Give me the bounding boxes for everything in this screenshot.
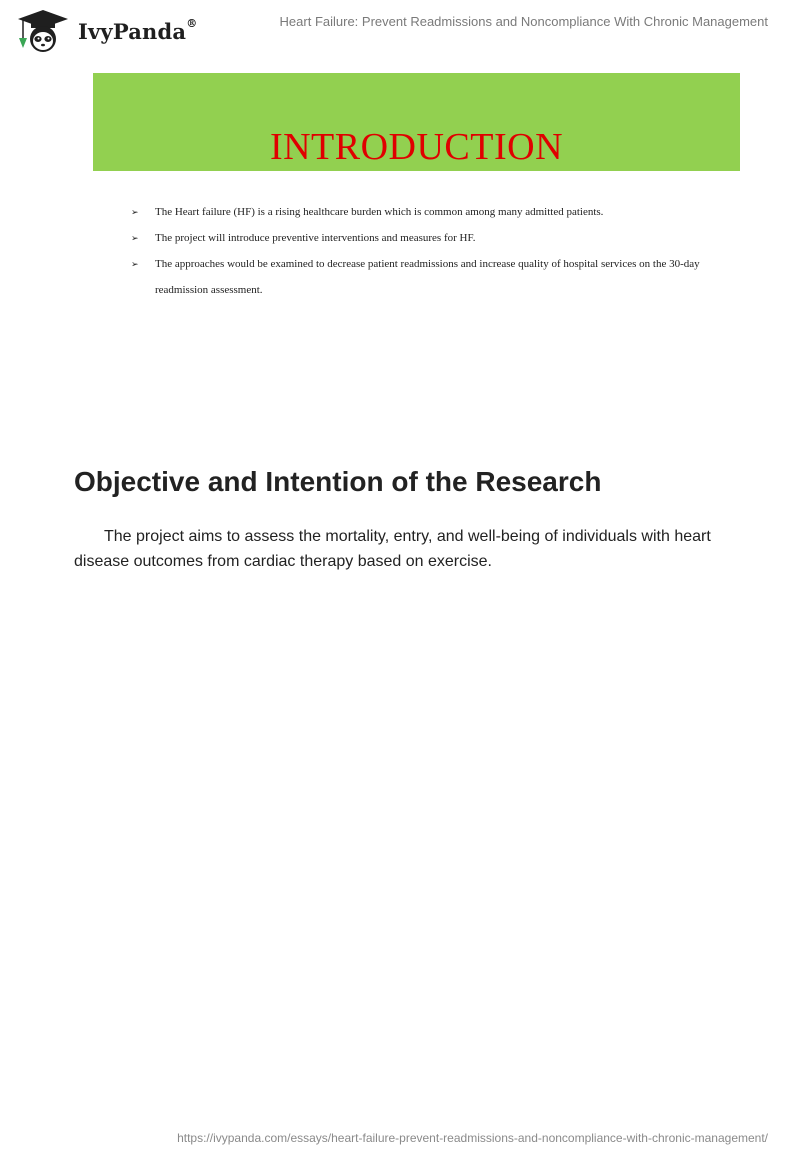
- source-url-link[interactable]: https://ivypanda.com/essays/heart-failure-prevent-readmissions-and-noncompliance-with-chronic-management/: [177, 1131, 768, 1145]
- bullet-text: The project will introduce preventive interventions and measures for HF.: [155, 232, 476, 244]
- arrow-bullet-icon: ➢: [131, 207, 139, 217]
- registered-mark: ®: [186, 16, 198, 30]
- slide-banner: [93, 73, 740, 171]
- bullet-text: The approaches would be examined to decrease patient readmissions and increase quality of hospital services on the 30-day readmission assessment.: [155, 258, 700, 296]
- list-item: [131, 251, 740, 303]
- document-title: Heart Failure: Prevent Readmissions and Noncompliance With Chronic Management: [279, 14, 768, 29]
- logo-wordmark: IvyPanda®: [78, 16, 198, 44]
- list-item: [131, 225, 740, 251]
- ivypanda-logo[interactable]: [14, 8, 197, 54]
- arrow-bullet-icon: ➢: [131, 259, 139, 269]
- bullet-text: The Heart failure (HF) is a rising healthcare burden which is common among many admitted patients.: [155, 206, 604, 218]
- list-item: [131, 199, 740, 225]
- panda-graduate-icon: [14, 8, 72, 54]
- page-header: [0, 0, 800, 60]
- introduction-slide: [93, 73, 740, 303]
- section-heading: Objective and Intention of the Research: [74, 466, 602, 497]
- section-paragraph: The project aims to assess the mortality, entry, and well-being of individuals with heart disease outcomes from cardiac therapy based on exercise.: [74, 528, 711, 570]
- slide-title: INTRODUCTION: [269, 126, 564, 168]
- arrow-bullet-icon: ➢: [131, 233, 139, 243]
- slide-bullet-list: [93, 199, 740, 303]
